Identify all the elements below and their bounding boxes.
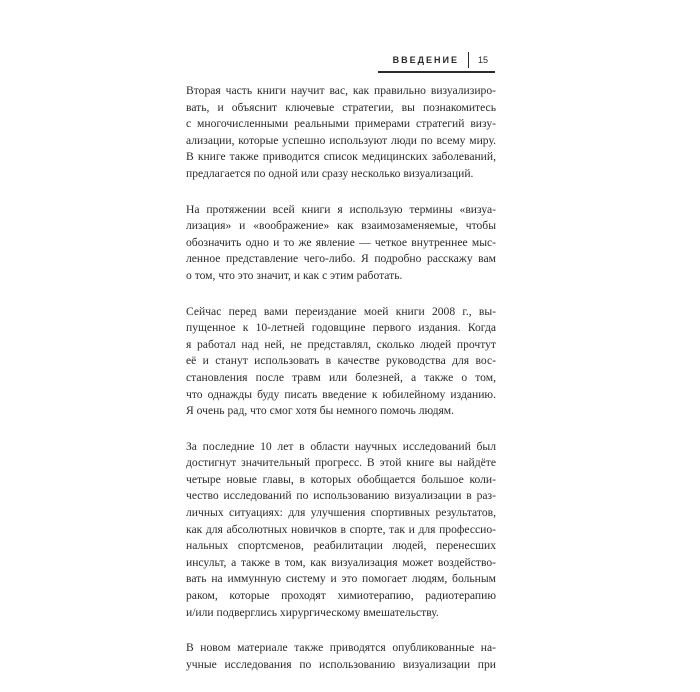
text-line: о том, что это значит, и как с этим работать. [186, 268, 403, 282]
text-line: я работал над ней, не представлял, сколько людей прочтут [186, 337, 496, 351]
text-line: становления после травм или болезней, а также о том, [186, 370, 496, 384]
text-line: с многочисленными реальными примерами стратегий визу- [186, 117, 496, 131]
text-line: ализации, которые успешно используют люди по всему миру. [186, 133, 496, 147]
paragraph [186, 304, 496, 420]
text-line: За последние 10 лет в области научных исследований был [186, 439, 496, 453]
text-line: достигнут значительный прогресс. В этой книге вы найдёте [186, 456, 496, 470]
text-line: ленное представление чего-либо. Я подробно расскажу вам [186, 252, 496, 266]
text-line: вать на иммунную систему и это помогает людям, больным [186, 572, 496, 586]
text-line: В книге также приводится список медицинских заболеваний, [186, 150, 496, 164]
text-line: нальных спортсменов, реабилитации людей, перенесших [186, 539, 496, 553]
paragraph [186, 439, 496, 622]
text-line: раком, которые проходят химиотерапию, радиотерапию [186, 589, 496, 603]
paragraph [186, 83, 496, 183]
body-text [186, 83, 496, 692]
text-line: как для абсолютных новичков в спорте, так и для профессио- [186, 522, 496, 536]
running-header [393, 52, 488, 68]
text-line: личных ситуациях: для улучшения спортивных результатов, [186, 506, 496, 520]
paragraph [186, 640, 496, 673]
section-title: ВВЕДЕНИЕ [392, 55, 459, 65]
text-line: пущенное к 10-летней годовщине первого издания. Когда [186, 321, 496, 335]
text-line: В новом материале также приводятся опубликованные на- [186, 641, 496, 655]
text-line: Сейчас перед вами переиздание моей книги 2008 г., вы- [186, 304, 496, 318]
text-line: лизация» и «воображение» как взаимозаменяемые, чтобы [186, 219, 496, 233]
text-line: четыре новые главы, в которых обобщается большое коли- [186, 472, 496, 486]
text-line: вать, и объяснит ключевые стратегии, вы познакомитесь [186, 100, 496, 114]
header-rule [378, 71, 495, 73]
paragraph [186, 202, 496, 285]
text-line: её и станут использовать в качестве руководства для вос- [186, 354, 496, 368]
text-line: инсульт, а также в том, как визуализация может воздейство- [186, 555, 496, 569]
text-line: обозначить одно и то же явление — четкое внутреннее мыс- [186, 235, 496, 249]
text-line: чество исследований по использованию визуализации в раз- [186, 489, 496, 503]
text-line: Я очень рад, что смог хотя бы немного помочь людям. [186, 404, 455, 418]
page-number: 15 [477, 55, 488, 65]
text-line: что однажды буду писать введение к юбилейному изданию. [186, 387, 496, 401]
text-line: Вторая часть книги научит вас, как правильно визуализиро- [186, 84, 496, 97]
text-line: учные исследования по использованию визуализации при [186, 657, 496, 671]
text-line: предлагается по одной или сразу несколько визуализаций. [186, 166, 474, 180]
text-line: и/или подверглись хирургическому вмешательству. [186, 605, 439, 619]
text-line: На протяжении всей книги я использую термины «визуа- [186, 202, 496, 216]
